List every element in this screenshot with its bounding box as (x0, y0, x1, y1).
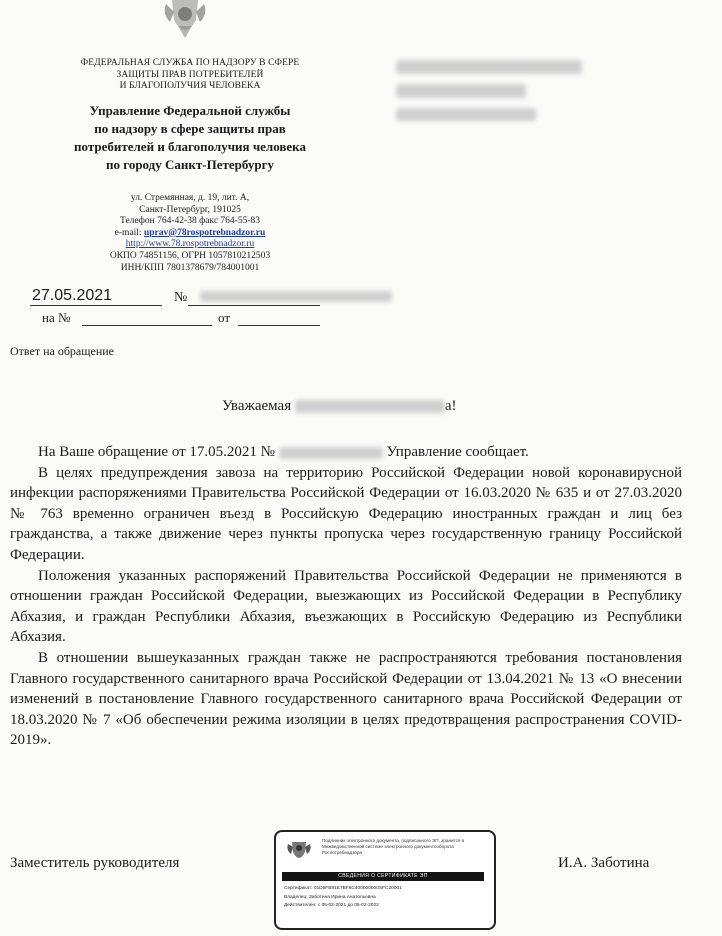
address-okpo: ОКПО 74851156, ОГРН 1057810212503 (109, 250, 271, 261)
org-bold-line-1: Управление Федеральной службы (89, 103, 291, 118)
paragraph-3: Положения указанных распоряжений Правительства Российской Федерации не применяются в отношении граждан Российской Федерации, выезжающих из Российской Федерации в Республику Абхазия, и граждан Республики Абхазия, въезжающих в Российскую Федерацию из Республики Абхазия. (10, 567, 682, 646)
p1-start: На Ваше обращение от 17.05.2021 № (38, 444, 275, 460)
coat-of-arms-icon (160, 0, 210, 42)
doc-number-label: № (174, 290, 188, 305)
redacted-appeal-number (279, 447, 383, 459)
address-city: Санкт-Петербург, 191025 (139, 204, 241, 215)
address-street: ул. Стремянная, д. 19, лит. А, (130, 193, 250, 203)
number-underline (188, 305, 320, 306)
stamp-emblem-icon (286, 840, 312, 866)
redacted-recipient-3 (396, 108, 536, 121)
stamp-header: СВЕДЕНИЯ О СЕРТИФИКАТЕ ЭП (282, 872, 484, 881)
stamp-description: Подлинник электронного документа, подписанного ЭП, хранится в Межведомственной системе электронного документооборота Роспотребнадзора (322, 838, 465, 855)
org-line-2: ЗАЩИТЫ ПРАВ ПОТРЕБИТЕЛЕЙ (116, 69, 264, 80)
org-line-3: И БЛАГОПОЛУЧИЯ ЧЕЛОВЕКА (119, 81, 261, 91)
address-inn: ИНН/КПП 7801378679/784001001 (120, 262, 260, 273)
stamp-valid: Действителен: с 05-02-2021 до 05-02-2022 (284, 903, 379, 909)
paragraph-1 (10, 442, 682, 463)
stamp-certificate: Сертификат: 01D6FB91E7BF6C400000000SFC20001 (284, 886, 402, 891)
doc-date: 27.05.2021 (32, 287, 113, 304)
date-underline (30, 305, 162, 306)
p1-end: Управление сообщает. (386, 444, 529, 460)
website-link[interactable]: http://www.78.rospotrebnadzor.ru (125, 239, 255, 250)
address-block (40, 193, 340, 274)
stamp-details (284, 885, 484, 911)
on-number-underline (82, 325, 212, 326)
signatory-title: Заместитель руководителя (10, 855, 180, 871)
email-label: e-mail: (114, 227, 144, 238)
on-number-label: на № (42, 310, 71, 325)
org-name-small (40, 58, 340, 93)
reply-label: Ответ на обращение (10, 344, 114, 358)
from-label: от (218, 310, 231, 325)
greeting-start: Уважаемая (222, 398, 292, 414)
paragraph-2: В целях предупреждения завоза на территорию Российской Федерации новой коронавирусной инфекции распоряжениями Правительства Российской Федерации от 16.03.2020 № 635 и от 27.03.2020 № 763 временно ограничен въезд в Российскую Федерацию иностранных граждан и лиц без гражданства, а также движение через пункты пропуска через государственную границу Российской Федерации. (10, 464, 682, 563)
address-email-row (40, 228, 340, 240)
org-line-1: ФЕДЕРАЛЬНАЯ СЛУЖБА ПО НАДЗОРУ В СФЕРЕ (80, 58, 300, 68)
signatory-name: И.А. Заботина (558, 855, 650, 871)
email-link[interactable]: uprav@78rospotrebnadzor.ru (143, 227, 266, 238)
e-signature-stamp (274, 830, 496, 930)
redacted-recipient-1 (396, 60, 582, 74)
org-name-bold (30, 102, 350, 174)
org-bold-line-2: по надзору в сфере защиты прав (94, 121, 286, 136)
address-phone: Телефон 764-42-38 факс 764-55-83 (120, 216, 260, 227)
redacted-doc-number (200, 291, 392, 302)
letter-body (10, 442, 682, 751)
org-bold-line-4: по городу Санкт-Петербургу (106, 157, 274, 172)
org-bold-line-3: потребителей и благополучия человека (74, 139, 306, 154)
stamp-owner: Владелец: Заботина Ирина Анатольевна (284, 894, 376, 900)
from-underline (238, 325, 320, 326)
redacted-name (295, 400, 445, 413)
greeting (222, 398, 457, 415)
paragraph-4: В отношении вышеуказанных граждан также не распространяются требования постановления Главного государственного санитарного врача Российской Федерации от 13.04.2021 № 13 «О внесении изменений в постановление Главного государственного санитарного врача Российской Федерации от 18.03.2020 № 7 «Об обеспечении режима изоляции в целях предотвращения распространения COVID-2019». (10, 649, 682, 749)
greeting-end: а! (444, 398, 457, 414)
redacted-recipient-2 (396, 84, 526, 98)
